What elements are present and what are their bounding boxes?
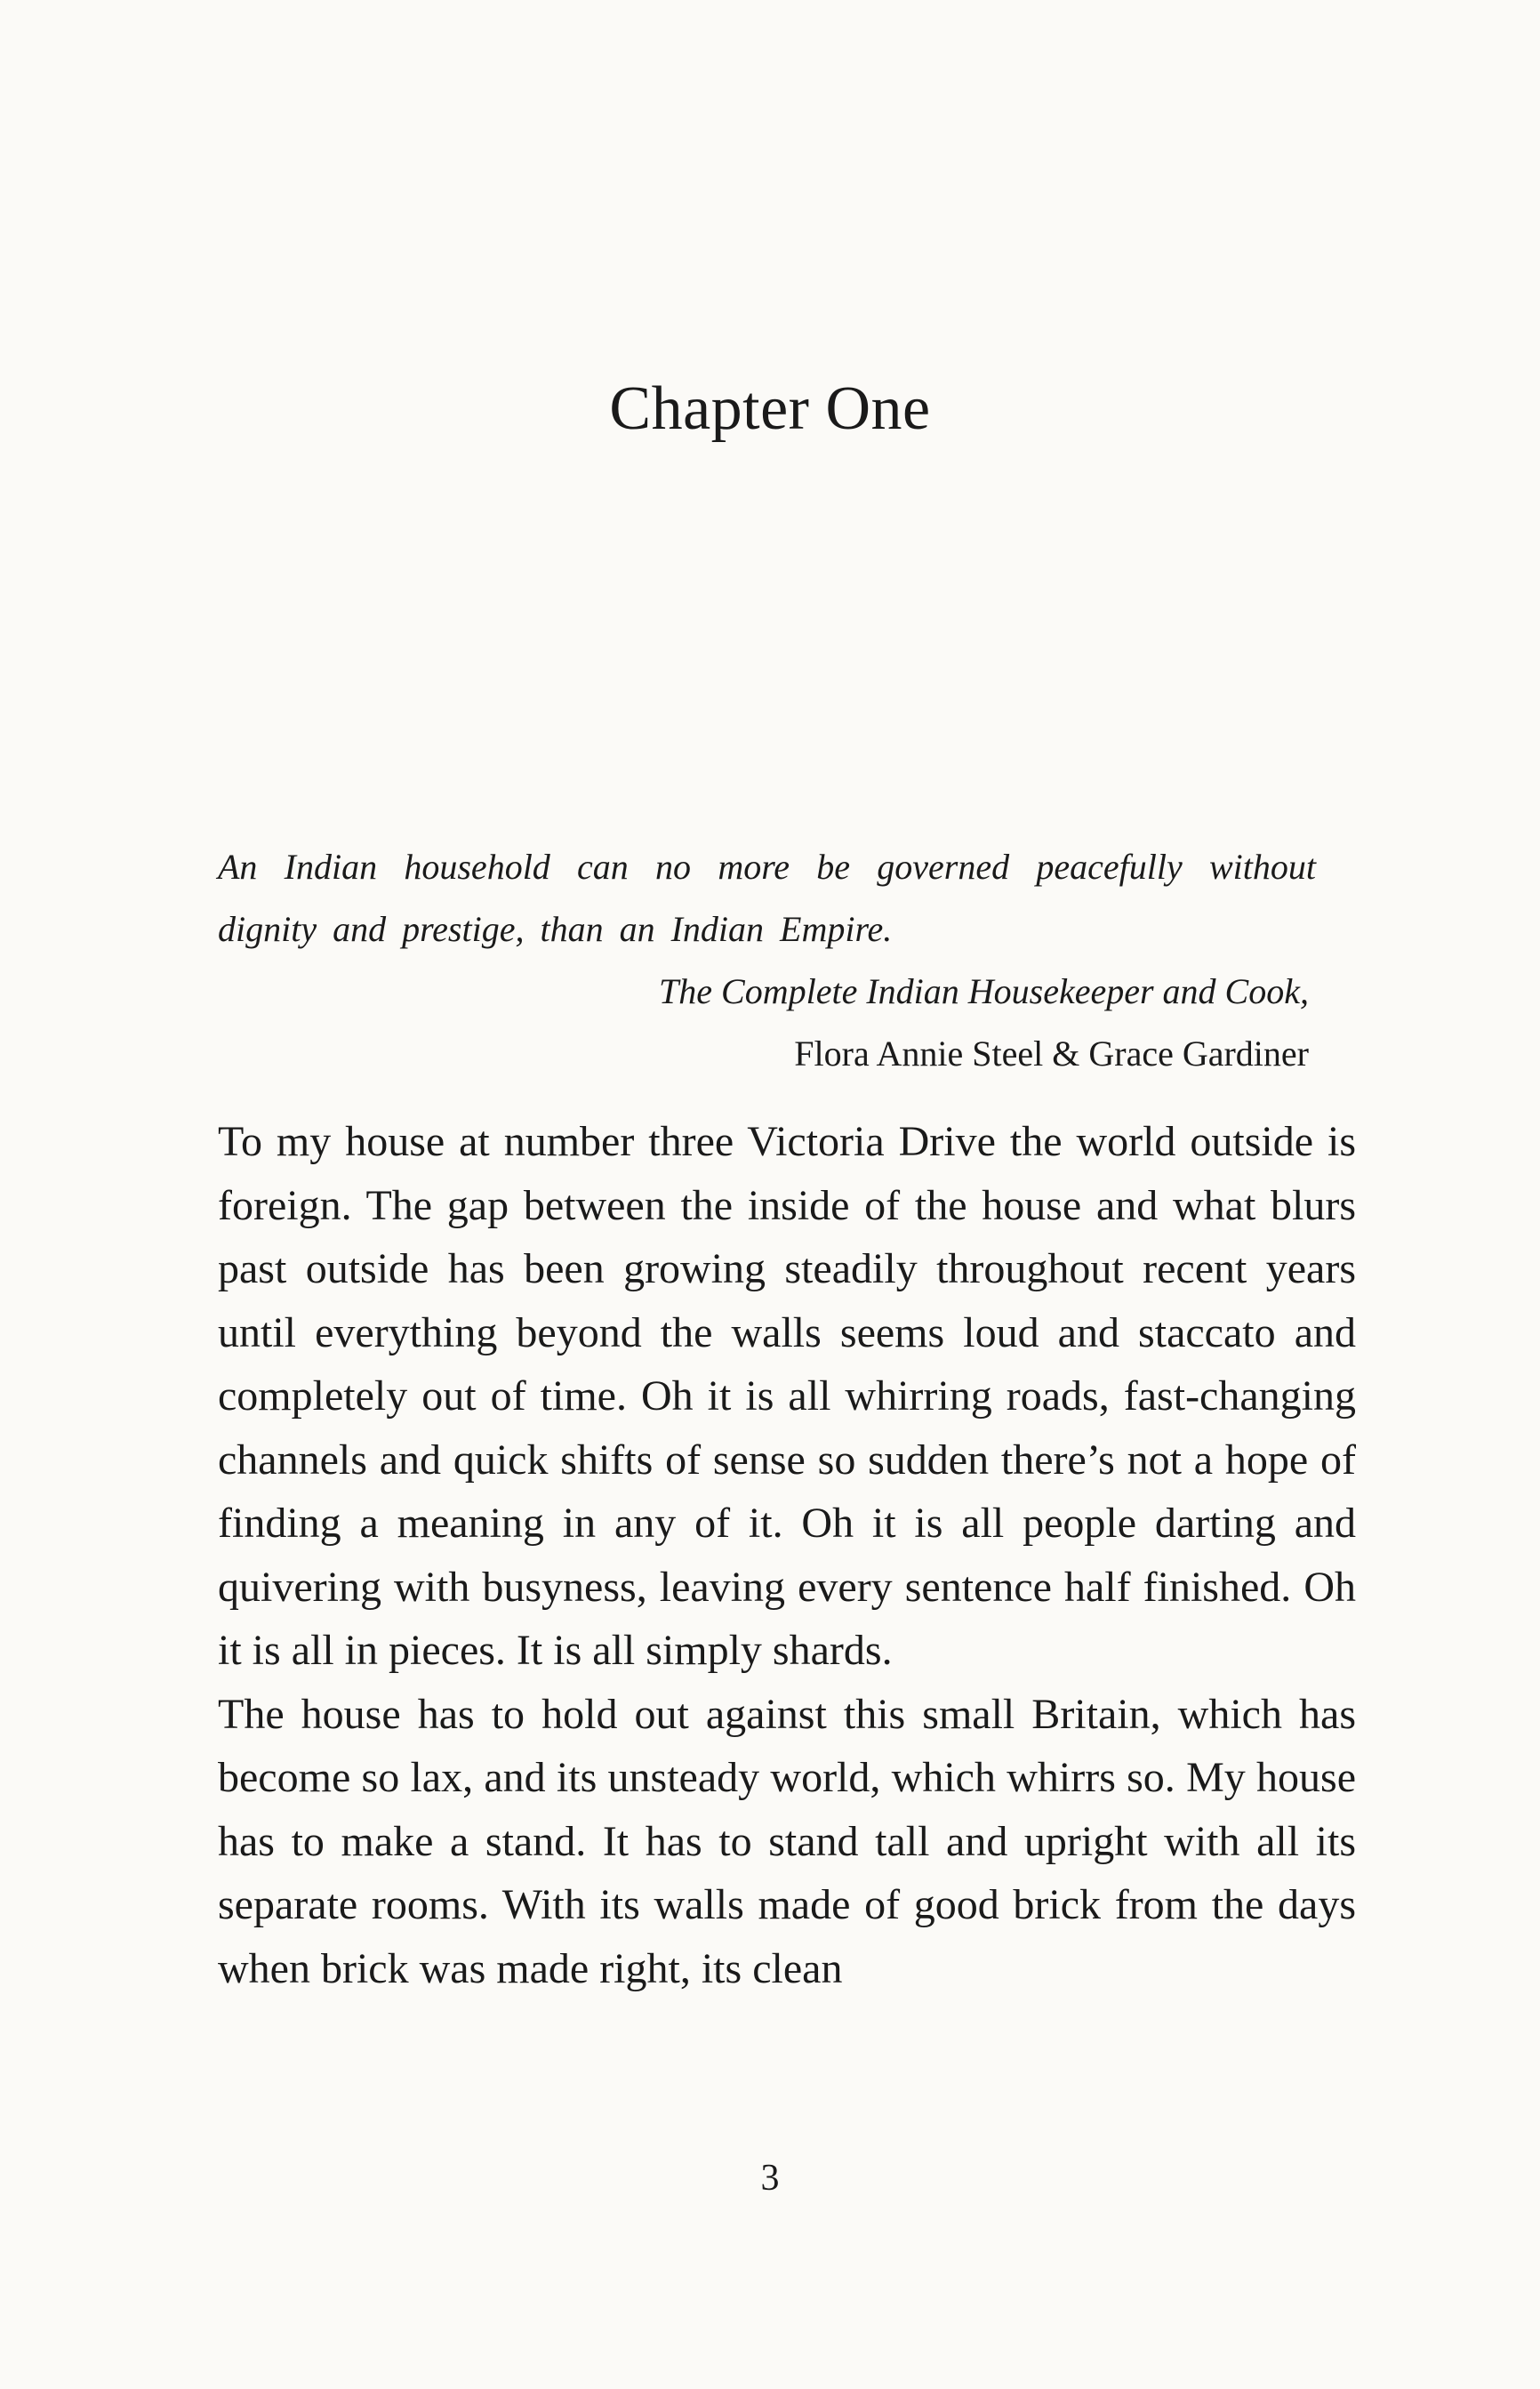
epigraph-source-author: Flora Annie Steel & Grace Gardiner xyxy=(794,1034,1309,1074)
body-text xyxy=(218,1110,1356,2000)
epigraph xyxy=(218,836,1316,1085)
epigraph-quote: An Indian household can no more be governed peacefully without dignity and prestige, than an Indian Empire. xyxy=(218,847,1316,949)
body-paragraph: The house has to hold out against this small Britain, which has become so lax, and its unsteady world, which whirrs so. My house has to make a stand. It has to stand tall and upright with all its separate rooms. With its walls made of good brick from the days when brick was made right, its clean xyxy=(218,1690,1356,1992)
chapter-title: Chapter One xyxy=(609,374,931,443)
epigraph-source-title: The Complete Indian Housekeeper and Cook, xyxy=(659,971,1309,1011)
body-paragraph: To my house at number three Victoria Drive the world outside is foreign. The gap between the inside of the house and what blurs past outside has been growing steadily throughout recent years until everything beyond the walls seems loud and staccato and completely out of time. Oh it is all whirring roads, fast-changing channels and quick shifts of sense so sudden there’s not a hope of finding a meaning in any of it. Oh it is all people darting and quivering with busyness, leaving every sentence half finished. Oh it is all in pieces. It is all simply shards. xyxy=(218,1118,1356,1674)
page-number: 3 xyxy=(760,2158,780,2199)
